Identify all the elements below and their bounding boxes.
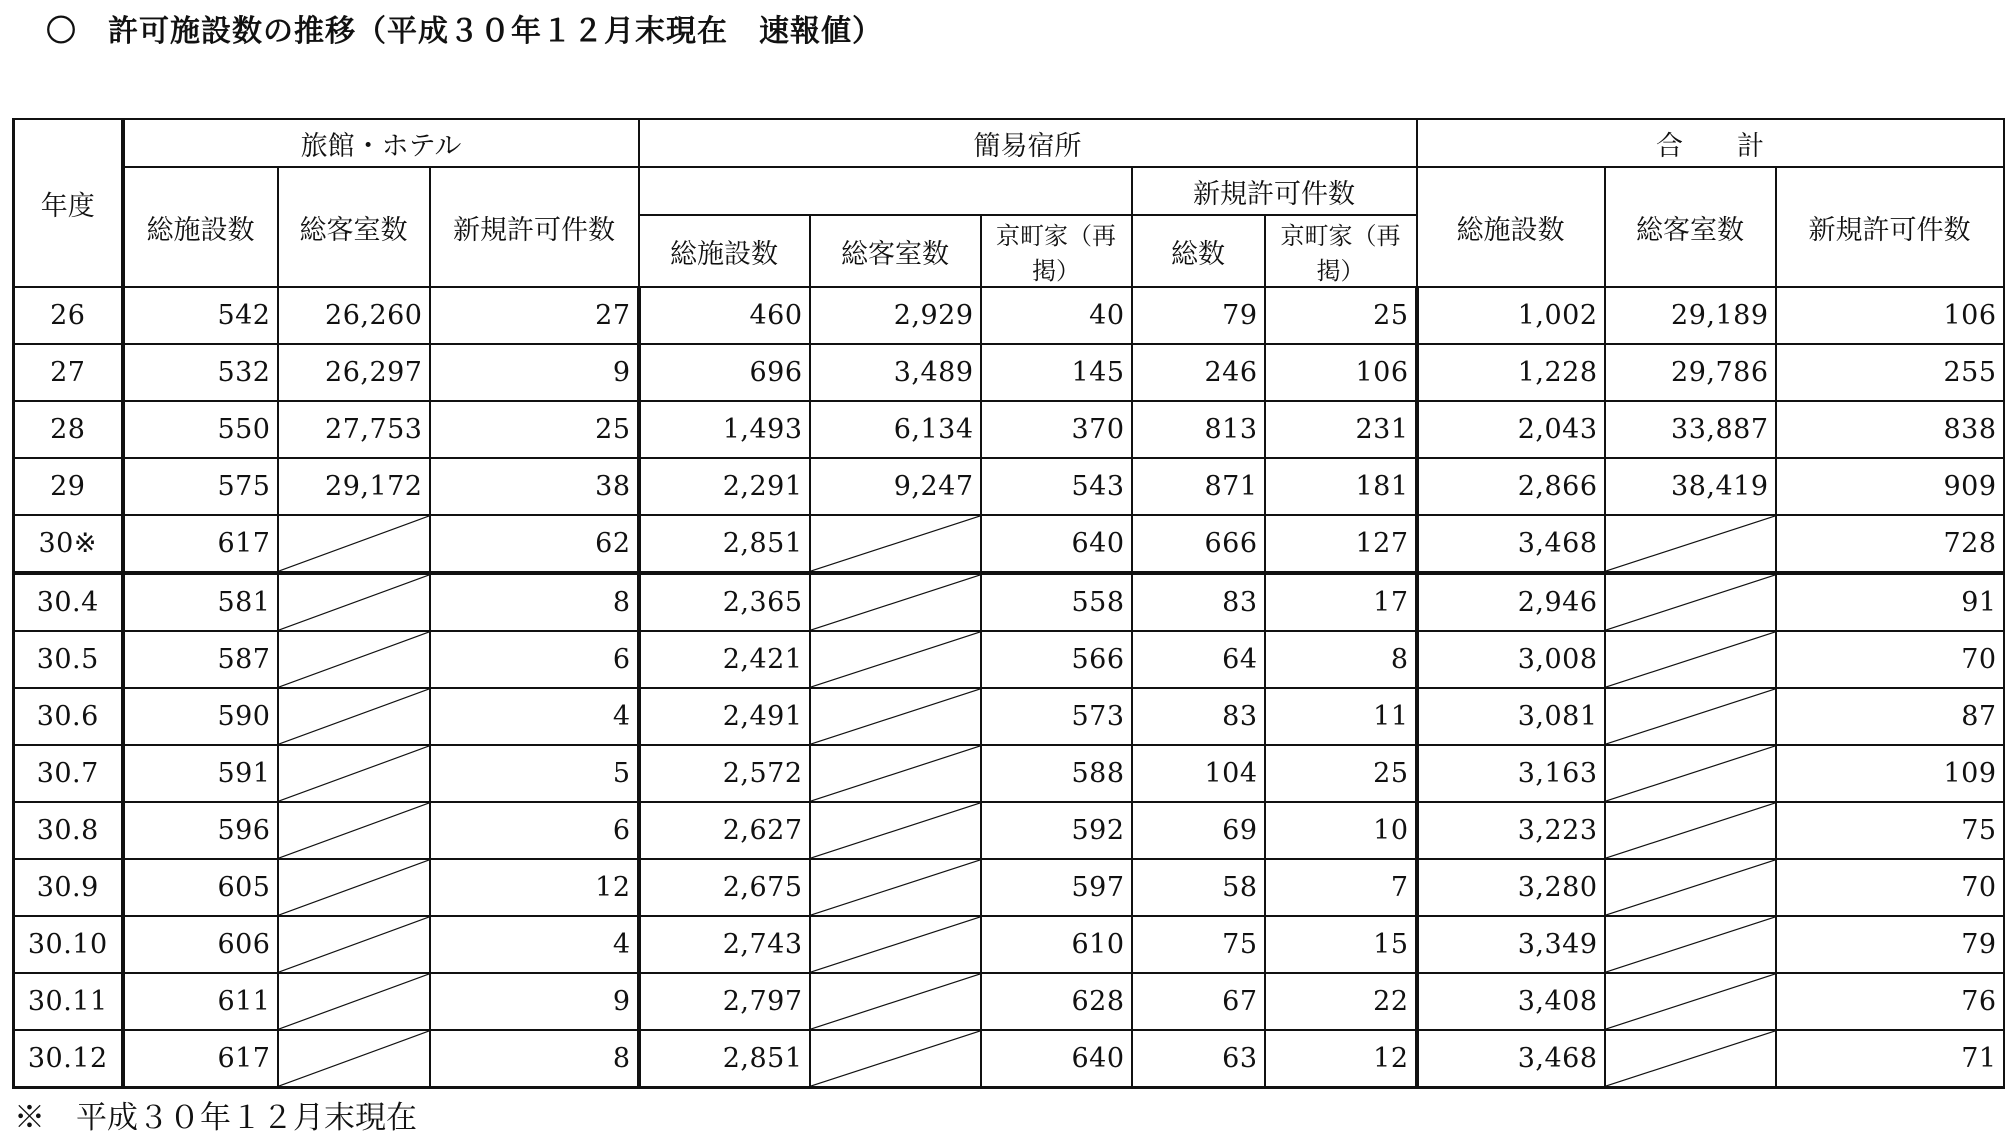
cell-r_fac: 581 (123, 573, 278, 631)
diagonal-blank-cell (810, 688, 981, 745)
cell-k_fac: 2,797 (639, 973, 810, 1030)
cell-t_fac: 1,002 (1417, 287, 1605, 344)
cell-t_fac: 3,468 (1417, 515, 1605, 573)
cell-t_new: 70 (1776, 859, 2004, 916)
cell-k_new: 83 (1132, 573, 1265, 631)
diagonal-blank-cell (1605, 1030, 1776, 1088)
cell-k_new: 666 (1132, 515, 1265, 573)
cell-r_fac: 575 (123, 458, 278, 515)
header-ryokan-rooms: 総客室数 (278, 167, 430, 287)
diagonal-blank-cell (278, 1030, 430, 1088)
cell-k_new: 871 (1132, 458, 1265, 515)
diagonal-blank-cell (810, 859, 981, 916)
cell-k_new: 64 (1132, 631, 1265, 688)
cell-r_rooms: 26,260 (278, 287, 430, 344)
cell-t_new: 838 (1776, 401, 2004, 458)
header-kani-new-total: 総数 (1132, 215, 1265, 287)
cell-r_rooms: 27,753 (278, 401, 430, 458)
cell-r_rooms: 26,297 (278, 344, 430, 401)
table-row (14, 916, 2004, 973)
cell-r_new: 27 (430, 287, 639, 344)
cell-r_new: 4 (430, 688, 639, 745)
cell-t_new: 75 (1776, 802, 2004, 859)
diagonal-blank-cell (1605, 916, 1776, 973)
header-kani-kyomachiya: 京町家（再掲） (981, 215, 1132, 287)
cell-year: 29 (14, 458, 123, 515)
cell-r_fac: 617 (123, 1030, 278, 1088)
cell-k_fac: 2,421 (639, 631, 810, 688)
cell-k_new_kyo: 11 (1265, 688, 1417, 745)
header-total: 合 計 (1417, 119, 2004, 167)
cell-r_fac: 550 (123, 401, 278, 458)
cell-k_new_kyo: 15 (1265, 916, 1417, 973)
cell-t_fac: 3,008 (1417, 631, 1605, 688)
cell-k_fac: 460 (639, 287, 810, 344)
cell-k_fac: 2,291 (639, 458, 810, 515)
cell-k_kyo: 640 (981, 1030, 1132, 1088)
cell-year: 30.11 (14, 973, 123, 1030)
diagonal-blank-cell (278, 573, 430, 631)
cell-r_new: 9 (430, 344, 639, 401)
cell-k_fac: 2,491 (639, 688, 810, 745)
cell-t_fac: 3,408 (1417, 973, 1605, 1030)
diagonal-blank-cell (810, 802, 981, 859)
header-kani-rooms: 総客室数 (810, 215, 981, 287)
diagonal-blank-cell (1605, 631, 1776, 688)
cell-k_new: 83 (1132, 688, 1265, 745)
cell-t_fac: 3,468 (1417, 1030, 1605, 1088)
diagonal-blank-cell (810, 973, 981, 1030)
cell-k_new_kyo: 22 (1265, 973, 1417, 1030)
table-row (14, 688, 2004, 745)
cell-t_fac: 2,043 (1417, 401, 1605, 458)
cell-k_kyo: 592 (981, 802, 1132, 859)
cell-r_fac: 605 (123, 859, 278, 916)
cell-k_new: 67 (1132, 973, 1265, 1030)
cell-t_new: 70 (1776, 631, 2004, 688)
cell-t_rooms: 38,419 (1605, 458, 1776, 515)
table-row (14, 859, 2004, 916)
cell-k_rooms: 2,929 (810, 287, 981, 344)
cell-t_new: 909 (1776, 458, 2004, 515)
cell-r_fac: 611 (123, 973, 278, 1030)
cell-r_fac: 591 (123, 745, 278, 802)
diagonal-blank-cell (810, 745, 981, 802)
cell-t_fac: 3,280 (1417, 859, 1605, 916)
page-title: 〇 許可施設数の推移（平成３０年１２月末現在 速報値） (46, 14, 883, 49)
cell-k_kyo: 628 (981, 973, 1132, 1030)
table-row (14, 1030, 2004, 1088)
cell-r_new: 25 (430, 401, 639, 458)
cell-r_fac: 596 (123, 802, 278, 859)
diagonal-blank-cell (1605, 745, 1776, 802)
permit-table (12, 118, 2005, 1089)
cell-r_new: 6 (430, 631, 639, 688)
cell-k_new_kyo: 25 (1265, 287, 1417, 344)
cell-year: 30.10 (14, 916, 123, 973)
cell-t_rooms: 29,189 (1605, 287, 1776, 344)
cell-k_new: 58 (1132, 859, 1265, 916)
cell-k_kyo: 566 (981, 631, 1132, 688)
diagonal-blank-cell (810, 573, 981, 631)
footnote: ※ 平成３０年１２月末現在 (14, 1100, 417, 1136)
cell-t_rooms: 33,887 (1605, 401, 1776, 458)
table-row (14, 802, 2004, 859)
diagonal-blank-cell (278, 515, 430, 573)
cell-k_kyo: 588 (981, 745, 1132, 802)
cell-k_fac: 696 (639, 344, 810, 401)
header-kani-new-group: 新規許可件数 (1132, 167, 1417, 215)
cell-k_fac: 2,675 (639, 859, 810, 916)
cell-k_new: 104 (1132, 745, 1265, 802)
cell-k_kyo: 40 (981, 287, 1132, 344)
diagonal-blank-cell (278, 631, 430, 688)
cell-t_new: 106 (1776, 287, 2004, 344)
cell-r_fac: 590 (123, 688, 278, 745)
header-ryokan-facilities: 総施設数 (123, 167, 278, 287)
table-row (14, 287, 2004, 344)
cell-t_fac: 3,223 (1417, 802, 1605, 859)
cell-r_new: 12 (430, 859, 639, 916)
cell-k_fac: 2,572 (639, 745, 810, 802)
diagonal-blank-cell (1605, 802, 1776, 859)
header-kani: 簡易宿所 (639, 119, 1417, 167)
diagonal-blank-cell (1605, 973, 1776, 1030)
cell-t_new: 728 (1776, 515, 2004, 573)
cell-k_fac: 2,851 (639, 1030, 810, 1088)
cell-k_rooms: 6,134 (810, 401, 981, 458)
cell-year: 30.4 (14, 573, 123, 631)
cell-year: 30.8 (14, 802, 123, 859)
cell-k_new_kyo: 25 (1265, 745, 1417, 802)
cell-year: 30.6 (14, 688, 123, 745)
header-ryokan-new: 新規許可件数 (430, 167, 639, 287)
cell-t_new: 255 (1776, 344, 2004, 401)
cell-k_new: 63 (1132, 1030, 1265, 1088)
cell-t_fac: 3,349 (1417, 916, 1605, 973)
cell-k_new_kyo: 127 (1265, 515, 1417, 573)
diagonal-blank-cell (278, 688, 430, 745)
cell-year: 26 (14, 287, 123, 344)
cell-k_kyo: 573 (981, 688, 1132, 745)
cell-r_fac: 587 (123, 631, 278, 688)
cell-r_new: 38 (430, 458, 639, 515)
cell-k_kyo: 597 (981, 859, 1132, 916)
table-row (14, 515, 2004, 573)
cell-t_fac: 2,946 (1417, 573, 1605, 631)
table-row (14, 344, 2004, 401)
cell-r_new: 6 (430, 802, 639, 859)
cell-t_new: 91 (1776, 573, 2004, 631)
diagonal-blank-cell (810, 916, 981, 973)
cell-k_new_kyo: 7 (1265, 859, 1417, 916)
cell-k_new_kyo: 231 (1265, 401, 1417, 458)
cell-t_new: 76 (1776, 973, 2004, 1030)
cell-k_fac: 2,365 (639, 573, 810, 631)
cell-r_new: 5 (430, 745, 639, 802)
table-row (14, 573, 2004, 631)
cell-k_kyo: 543 (981, 458, 1132, 515)
cell-t_fac: 1,228 (1417, 344, 1605, 401)
cell-k_new_kyo: 17 (1265, 573, 1417, 631)
cell-k_new_kyo: 8 (1265, 631, 1417, 688)
header-year: 年度 (14, 119, 123, 287)
header-kani-blank (639, 167, 1132, 215)
cell-t_rooms: 29,786 (1605, 344, 1776, 401)
cell-t_fac: 3,163 (1417, 745, 1605, 802)
cell-k_kyo: 640 (981, 515, 1132, 573)
cell-k_new_kyo: 181 (1265, 458, 1417, 515)
header-total-facilities: 総施設数 (1417, 167, 1605, 287)
header-total-new: 新規許可件数 (1776, 167, 2004, 287)
table-row (14, 973, 2004, 1030)
cell-k_fac: 2,627 (639, 802, 810, 859)
table-row (14, 631, 2004, 688)
cell-r_rooms: 29,172 (278, 458, 430, 515)
cell-k_fac: 1,493 (639, 401, 810, 458)
cell-k_new: 79 (1132, 287, 1265, 344)
diagonal-blank-cell (1605, 515, 1776, 573)
cell-t_new: 71 (1776, 1030, 2004, 1088)
diagonal-blank-cell (1605, 859, 1776, 916)
cell-k_kyo: 145 (981, 344, 1132, 401)
cell-k_new: 75 (1132, 916, 1265, 973)
cell-year: 30.7 (14, 745, 123, 802)
table-row (14, 401, 2004, 458)
cell-r_new: 8 (430, 573, 639, 631)
table-row (14, 745, 2004, 802)
diagonal-blank-cell (278, 802, 430, 859)
cell-t_fac: 3,081 (1417, 688, 1605, 745)
header-ryokan: 旅館・ホテル (123, 119, 639, 167)
cell-k_new_kyo: 106 (1265, 344, 1417, 401)
cell-r_fac: 606 (123, 916, 278, 973)
cell-year: 30.5 (14, 631, 123, 688)
diagonal-blank-cell (278, 745, 430, 802)
table-row (14, 458, 2004, 515)
cell-k_new: 246 (1132, 344, 1265, 401)
diagonal-blank-cell (810, 631, 981, 688)
cell-k_new_kyo: 10 (1265, 802, 1417, 859)
diagonal-blank-cell (1605, 688, 1776, 745)
cell-year: 30.12 (14, 1030, 123, 1088)
diagonal-blank-cell (278, 973, 430, 1030)
cell-year: 27 (14, 344, 123, 401)
diagonal-blank-cell (1605, 573, 1776, 631)
cell-r_fac: 542 (123, 287, 278, 344)
cell-k_new_kyo: 12 (1265, 1030, 1417, 1088)
header-kani-new-kyomachiya: 京町家（再掲） (1265, 215, 1417, 287)
diagonal-blank-cell (810, 1030, 981, 1088)
cell-r_fac: 617 (123, 515, 278, 573)
diagonal-blank-cell (278, 859, 430, 916)
cell-k_rooms: 9,247 (810, 458, 981, 515)
cell-k_kyo: 558 (981, 573, 1132, 631)
diagonal-blank-cell (810, 515, 981, 573)
cell-r_fac: 532 (123, 344, 278, 401)
cell-k_new: 69 (1132, 802, 1265, 859)
cell-k_rooms: 3,489 (810, 344, 981, 401)
diagonal-blank-cell (278, 916, 430, 973)
cell-t_new: 109 (1776, 745, 2004, 802)
cell-k_new: 813 (1132, 401, 1265, 458)
cell-k_fac: 2,743 (639, 916, 810, 973)
header-total-rooms: 総客室数 (1605, 167, 1776, 287)
cell-k_kyo: 610 (981, 916, 1132, 973)
cell-r_new: 4 (430, 916, 639, 973)
cell-k_kyo: 370 (981, 401, 1132, 458)
cell-t_fac: 2,866 (1417, 458, 1605, 515)
cell-k_fac: 2,851 (639, 515, 810, 573)
cell-t_new: 87 (1776, 688, 2004, 745)
cell-r_new: 62 (430, 515, 639, 573)
cell-year: 28 (14, 401, 123, 458)
cell-year: 30※ (14, 515, 123, 573)
cell-r_new: 8 (430, 1030, 639, 1088)
cell-year: 30.9 (14, 859, 123, 916)
cell-t_new: 79 (1776, 916, 2004, 973)
header-kani-facilities: 総施設数 (639, 215, 810, 287)
cell-r_new: 9 (430, 973, 639, 1030)
